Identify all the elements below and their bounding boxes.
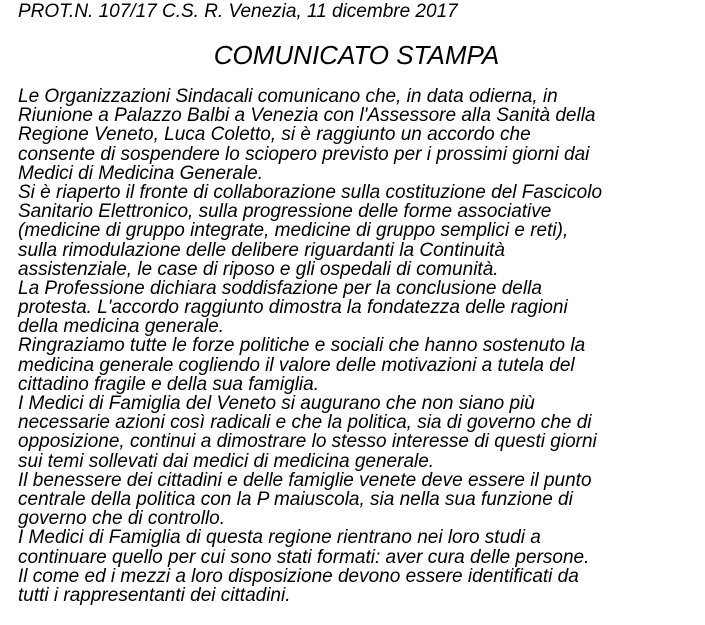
text-line: medicina generale cogliendo il valore delle motivazioni a tutela del xyxy=(18,354,575,376)
text-line: governo che di controllo. xyxy=(18,508,226,530)
text-line: necessarie azioni così radicali e che la politica, sia di governo che di xyxy=(18,412,592,434)
paragraph-1 xyxy=(18,87,698,183)
text-line: Si è riaperto il fronte di collaborazione sulla costituzione del Fascicolo xyxy=(18,181,603,203)
document-title: COMUNICATO STAMPA xyxy=(213,40,500,70)
text-line: Il benessere dei cittadini e delle famiglie venete deve essere il punto xyxy=(18,469,592,491)
text-line: Regione Veneto, Luca Coletto, si è raggiunto un accordo che xyxy=(18,124,531,146)
text-line: sulla rimodulazione delle delibere riguardanti la Continuità xyxy=(18,239,505,261)
paragraph-7 xyxy=(18,528,698,605)
text-line: Medici di Medicina Generale. xyxy=(18,162,264,184)
text-line: Sanitario Elettronico, sulla progressione delle forme associative xyxy=(18,201,552,223)
paragraph-2 xyxy=(18,183,698,279)
text-line: (medicine di gruppo integrate, medicine di gruppo semplici e reti), xyxy=(18,220,569,242)
paragraph-3 xyxy=(18,279,698,337)
text-line: assistenziale, le case di riposo e gli ospedali di comunità. xyxy=(18,258,499,280)
paragraph-5 xyxy=(18,394,698,471)
text-line: opposizione, continui a dimostrare lo stesso interesse di questi giorni xyxy=(18,431,597,453)
text-line: della medicina generale. xyxy=(18,316,224,338)
text-line: I Medici di Famiglia di questa regione rientrano nei loro studi a xyxy=(18,527,541,549)
protocol-line: PROT.N. 107/17 C.S. R. Venezia, 11 dicembre 2017 xyxy=(18,1,458,22)
text-line: sui temi sollevati dai medici di medicina generale. xyxy=(18,450,435,472)
text-line: La Professione dichiara soddisfazione per la conclusione della xyxy=(18,277,542,299)
paragraph-6 xyxy=(18,471,698,529)
text-line: consente di sospendere lo sciopero previsto per i prossimi giorni dai xyxy=(18,143,590,165)
press-release-body xyxy=(18,87,698,605)
text-line: Ringraziamo tutte le forze politiche e sociali che hanno sostenuto la xyxy=(18,335,586,357)
text-line: Le Organizzazioni Sindacali comunicano che, in data odierna, in xyxy=(18,86,558,107)
text-line: protesta. L'accordo raggiunto dimostra la fondatezza delle ragioni xyxy=(18,297,568,319)
text-line: tutti i rappresentanti dei cittadini. xyxy=(18,584,291,606)
text-line: centrale della politica con la P maiuscola, sia nella sua funzione di xyxy=(18,488,573,510)
text-line: Riunione a Palazzo Balbi a Venezia con l'Assessore alla Sanità della xyxy=(18,105,596,127)
text-line: I Medici di Famiglia del Veneto si augurano che non siano più xyxy=(18,393,535,414)
paragraph-4 xyxy=(18,336,698,394)
text-line: Il come ed i mezzi a loro disposizione devono essere identificati da xyxy=(18,565,579,587)
text-line: cittadino fragile e della sua famiglia. xyxy=(18,373,320,395)
text-line: continuare quello per cui sono stati formati: aver cura delle persone. xyxy=(18,546,590,568)
